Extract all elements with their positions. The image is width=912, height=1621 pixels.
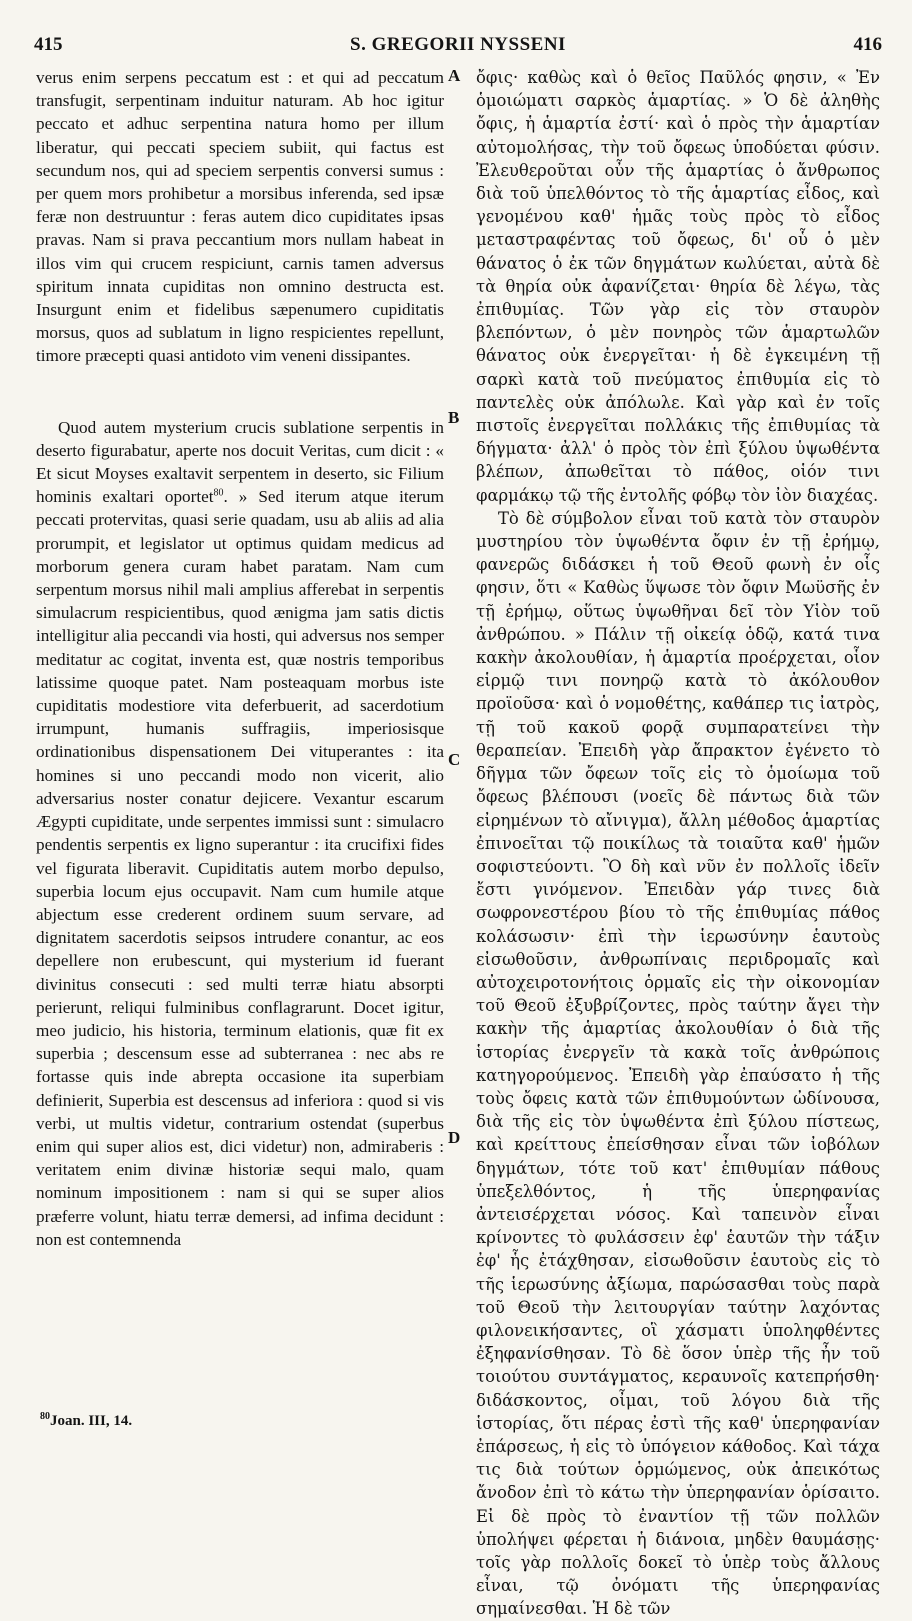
latin-paragraph-2 (36, 416, 444, 1251)
greek-paragraph-2: Τὸ δὲ σύμβολον εἶναι τοῦ κατὰ τὸν σταυρὸν μυστηρίου τὸν ὑψωθέντα ὄφιν ἐν τῇ ἐρήμῳ, φανερῶς διδάσκει ἡ τοῦ Θεοῦ φωνὴ ἐν οἷς φησιν, ὅτι « Καθὼς ὕψωσε τὸν ὄφιν Μωϋσῆς ἐν τῇ ἐρήμῳ, οὕτως ὑψωθῆναι δεῖ τὸν Υἱὸν τοῦ ἀνθρώπου. » Πάλιν τῇ οἰκείᾳ ὁδῷ, κατά τινα κακὴν ἀκολουθίαν, ἡ ἁμαρτία προέρχεται, οἷον εἱρμῷ τινι πονηρῷ κατὰ τὸ ἀκόλουθον προϊοῦσα· καὶ ὁ νομοθέτης, καθάπερ τις ἰατρὸς, τῇ τοῦ κακοῦ φορᾷ συμπαρατείνει τὴν θεραπείαν. Ἐπειδὴ γὰρ ἄπρακτον ἐγένετο τὸ δῆγμα τῶν ὄφεων τοῖς εἰς τὸ ὁμοίωμα τοῦ ὄφεως βλέπουσι (νοεῖς δὲ πάντως διὰ τῶν εἰρημένων τὸ αἴνιγμα), ἄλλη μέθοδος ἁμαρτίας ἐπινοεῖται τῷ ποικίλως τὰ τοιαῦτα καθ' ἡμῶν σοφιστεύοντι. Ὃ δὴ καὶ νῦν ἐν πολλοῖς ἰδεῖν ἔστι γινόμενον. Ἐπειδὰν γάρ τινες διὰ σωφρονεστέρου βίου τὸ τῆς ἐπιθυμίας πάθος κολάσωσιν· ἐπὶ τὴν ἱερωσύνην ἑαυτοὺς εἰσωθοῦσιν, ἀνθρωπίναις περιδρομαῖς καὶ αὐτοχειροτονήτοις ὁρμαῖς εἰς τὴν οἰκονομίαν τοῦ Θεοῦ ἐξυβρίζοντες, πρὸς ταύτην ἄγει τὴν κακὴν τῆς ἁμαρτίας ἀκολουθίαν ὁ διὰ τῆς ἱστορίας ἐνεργεῖν τὰ κακὰ τοῖς ἀνθρώποις κατηγορούμενος. Ἐπειδὴ γὰρ ἐπαύσατο ἡ τῆς τοὺς ὄφεις κατὰ τῶν ἐπιθυμούντων ὠδίνουσα, διὰ τῆς εἰς τὸν ὑψωθέντα ἐπὶ ξύλου πίστεως, καὶ κρείττους ἐπείσθησαν εἶναι τῶν ἰοβόλων δηγμάτων, τότε τοῦ κατ' ἐπιθυμίαν πάθους ὑπεξελθόντος, ἡ τῆς ὑπερηφανίας ἀντεισέρχεται νόσος. Καὶ ταπεινὸν εἶναι κρίνοντες τὸ φυλάσσειν ἐφ' ἑαυτῶν τὴν τάξιν ἐφ' ἧς ἐτάχθησαν, εἰσωθοῦσιν ἑαυτοὺς εἰς τὸ τῆς ἱερωσύνης ἀξίωμα, παρώσασθαι τοὺς παρὰ τοῦ Θεοῦ τὴν λειτουργίαν ταύτην λαχόντας φιλονεικήσαντες, οἳ χάσματι ὑποληφθέντες ἐξηφανίσθησαν. Τὸ δὲ ὅσον ὑπὲρ τῆς ἦν τοῦ τοιούτου συντάγματος, κεραυνοῖς κατεπρήσθη· διδάσκοντος, οἶμαι, τοῦ λόγου διὰ τῆς ἱστορίας, ὅτι πέρας ἐστὶ τῆς καθ' ὑπερηφανίαν ἐπάρσεως, ἡ εἰς τὸ ὑπόγειον κάθοδος. Καὶ τάχα τις διὰ τούτων ὁρμώμενος, οὐκ ἀπεικότως ἄνοδον ἐπὶ τὸ κάτω τὴν ὑπερηφανίαν ὁρίσαιτο. Εἰ δὲ πρὸς τὸ ἐναντίον τῇ τῶν πολλῶν ὑπολήψει φέρεται ἡ διάνοια, μηδὲν θαυμάσῃς· τοῖς γὰρ πολλοῖς δοκεῖ τὸ ὑπὲρ τοὺς ἄλλους εἶναι, τῷ ὀνόματι τῆς ὑπερηφανίας σημαίνεσθαι. Ἡ δὲ τῶν (476, 508, 880, 1619)
latin-paragraph-2-rest: . » Sed iterum atque iterum peccati protervitas, quasi serie quadam, usu ab aliis ad alia prorumpit, et legislator ut optimus quidam medicus ad morborum genera curam habet paratam. Nam cum serpentum morsus nihil mali amplius afferebat in serpentis simulacrum respicientibus, quod ænigma jam satis dictis intelligitur alia peccandi via hosti, qui adversus nos semper meditatur ac cogitat, inventa est, quæ nostris temporibus latissime quoque patet. Nam posteaquam morbus iste cupiditatis modestiore vita deferbuerit, ad sacerdotium irrumpunt, humanis suffragiis, imperiosisque ordinationibus dispensationem Dei vituperantes : ita homines si uno peccandi modo non vicerit, alio adversarius noster conatur dejicere. Vexantur escarum Ægypti cupiditate, unde serpentes immissi sunt : simulacro pendentis serpentis ex ligno superantur : ita crucifixi fides vel figurata liberavit. Cupiditatis autem morbo depulso, superbia locum ejus occupavit. Nam cum humile atque abjectum esse crederent ordinem suum servare, ad dignitatem sacerdotis seipsos intrudere conantur, ac eos depellere non erubescunt, qui mysterium id fuerant divinitus consecuti : sed multi terræ hiatu absorpti perierunt, reliqui fulminibus conflagrarunt. Docet igitur, meo judicio, his historia, terminum elationis, quæ fit ex superbia ; descensum esse ad subterranea : nec abs re fortasse quis inde abrepta occasione ita superbiam definierit, Superbia est descensus ad inferiora : quod si vis verbi, ut multis videtur, contrarium ostendat (superbus enim qui super alios est, dici videtur) non, admiraberis : veritatem enim divinæ historiæ sequi malo, quam nominum impositionem : nam si qui se super alios præferre volunt, hiatu terræ demersi, ad infima decidunt : non est contemnenda (36, 487, 445, 1249)
footnote (40, 1413, 132, 1430)
margin-marker-c: C (448, 750, 461, 769)
margin-marker-b: B (448, 408, 460, 427)
footnote-number: 80 (40, 1411, 50, 1422)
page-number-left: 415 (34, 34, 63, 55)
margin-marker-d: D (448, 1128, 461, 1147)
footnote-reference: 80 (213, 487, 224, 499)
margin-marker-a: A (448, 66, 461, 85)
page-header (34, 34, 882, 62)
greek-paragraph-1: ὄφις· καθὼς καὶ ὁ θεῖος Παῦλός φησιν, « Ἐν ὁμοιώματι σαρκὸς ἁμαρτίας. » Ὁ δὲ ἀληθὴς ὄφις, ἡ ἁμαρτία ἐστί· καὶ ὁ πρὸς τὴν ἁμαρτίαν αὐτομολήσας, τὴν τοῦ ὄφεως ὑποδύεται φύσιν. Ἐλευθεροῦται οὖν τῆς ἁμαρτίας ὁ ἄνθρωπος διὰ τοῦ ὑπελθόντος τὸ τῆς ἁμαρτίας εἶδος, καὶ γενομένου καθ' ἡμᾶς τοὺς πρὸς τὸ εἶδος μεταστραφέντας τοῦ ὄφεως, δι' οὗ ὁ μὲν θάνατος ὁ ἐκ τῶν δηγμάτων κωλύεται, αὐτὰ δὲ τὰ θηρία οὐκ ἀφανίζεται· θηρία δὲ λέγω, τὰς ἐπιθυμίας. Τῶν γὰρ εἰς τὸν σταυρὸν βλεπόντων, ὁ μὲν πονηρὸς τῶν ἁμαρτωλῶν θάνατος οὐκ ἐνεργεῖται· ἡ δὲ ἐγκειμένη τῇ σαρκὶ κατὰ τοῦ πνεύματος ἐπιθυμία εἰς τὸ παντελὲς οὐκ ἀπόλωλε. Καὶ γὰρ καὶ ἐν τοῖς πιστοῖς ἐνεργεῖται πολλάκις τῆς ἐπιθυμίας τὰ δήγματα· ἀλλ' ὁ πρὸς τὸν ἐπὶ ξύλου ὑψωθέντα βλέπων, ἀπωθεῖται τὸ πάθος, οἱόν τινι φαρμάκῳ τῷ τῆς ἐντολῆς φόβῳ τὸν ἰὸν διαχέας. (476, 68, 880, 505)
page-number-right: 416 (853, 34, 882, 55)
latin-column (36, 66, 444, 1251)
latin-paragraph-2-start: Quod autem mysterium crucis sublatione serpentis in deserto figurabatur, aperte nos docuit Veritas, cum dicit : « Et sicut Moyses exaltavit serpentem in deserto, sic Filium hominis exaltari oportet (36, 417, 444, 507)
greek-column (476, 66, 880, 1621)
latin-paragraph-1: verus enim serpens peccatum est : et qui ad peccatum transfugit, serpentinam induitur naturam. Ab hoc igitur peccato et adhuc serpentina natura homo per illum liberatur, qui peccati speciem subiit, qui factus est secundum nos, qui ad speciem serpentis conversi sumus : per quem mors prohibetur a morsibus inferenda, sed ipsæ feræ non destruuntur : feras autem dico cupiditates ipsas pravas. Nam si prava peccantium mors nullam habeat in illos vim qui crucem respiciunt, carnis tamen adversus spiritum innata cupiditas non omnino destructa est. Insurgunt enim et fidelibus sæpenumero cupiditatis morsus, quos ad sublatum in ligno respicientes repellunt, timore præcepti quasi antidoto vim veneni dissipantes. (36, 68, 444, 366)
running-title: S. GREGORII NYSSENI (350, 34, 566, 55)
footnote-text: Joan. III, 14. (50, 1413, 133, 1429)
